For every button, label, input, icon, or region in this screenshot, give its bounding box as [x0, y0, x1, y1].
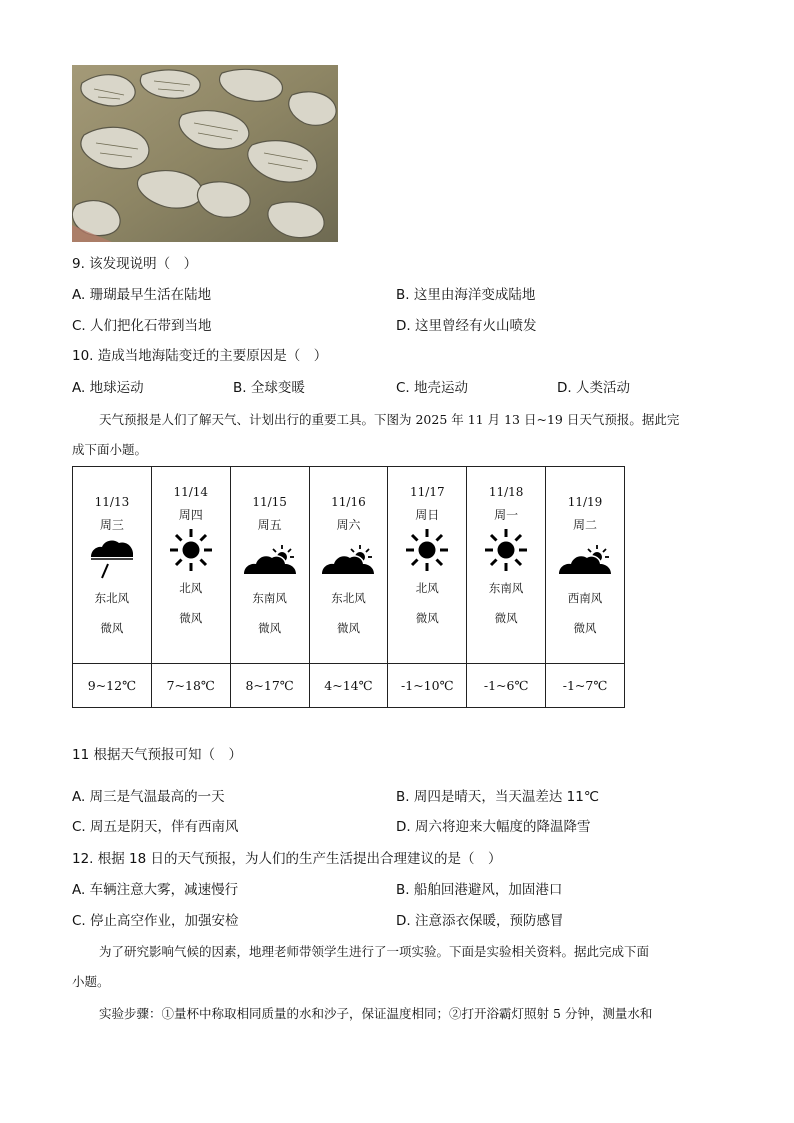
forecast-date: 11/16 — [331, 495, 366, 509]
question-11-stem: 11 根据天气预报可知（ ） — [72, 747, 242, 763]
question-9-option-a[interactable]: A. 珊瑚最早生活在陆地 — [72, 287, 212, 303]
weather-intro-line-2: 成下面小题。 — [72, 442, 148, 457]
forecast-date: 11/15 — [252, 495, 287, 509]
forecast-wind-level: 微风 — [573, 621, 597, 635]
experiment-intro-line-1: 为了研究影响气候的因素，地理老师带领学生进行了一项实验。下面是实验相关资料。据此完成下面 — [99, 944, 650, 959]
forecast-day-1 — [73, 467, 152, 664]
question-12-option-c[interactable]: C. 停止高空作业，加强安检 — [72, 913, 239, 929]
partly-cloudy-icon — [242, 537, 298, 583]
forecast-wind-level: 微风 — [415, 611, 439, 625]
question-12-option-d[interactable]: D. 注意添衣保暖，预防感冒 — [396, 913, 564, 929]
forecast-weekday: 周二 — [573, 518, 598, 532]
forecast-weekday: 周一 — [494, 508, 519, 522]
forecast-temperature: -1~10℃ — [388, 664, 467, 708]
forecast-day-5 — [388, 467, 467, 664]
forecast-weekday: 周三 — [99, 518, 124, 532]
question-11-option-d[interactable]: D. 周六将迎来大幅度的降温降雪 — [396, 819, 591, 835]
sun-icon — [168, 527, 214, 573]
forecast-temperature: 4~14℃ — [309, 664, 388, 708]
forecast-wind-level: 微风 — [179, 611, 203, 625]
forecast-wind-level: 微风 — [494, 611, 518, 625]
forecast-day-3 — [230, 467, 309, 664]
forecast-date: 11/14 — [173, 485, 209, 499]
forecast-temperature: 8~17℃ — [230, 664, 309, 708]
forecast-temperature: -1~6℃ — [467, 664, 546, 708]
forecast-weekday: 周四 — [178, 508, 203, 522]
forecast-wind-direction: 西南风 — [567, 591, 603, 605]
forecast-wind-level: 微风 — [258, 621, 282, 635]
forecast-wind-direction: 东北风 — [331, 591, 366, 605]
weather-intro-line-1: 天气预报是人们了解天气、计划出行的重要工具。下图为 2025 年 11 月 13 日~19 日天气预报。据此完 — [99, 412, 680, 427]
forecast-day-7 — [546, 467, 625, 664]
forecast-wind-direction: 北风 — [415, 581, 439, 595]
question-10-option-c[interactable]: C. 地壳运动 — [396, 380, 469, 396]
weather-forecast-table — [72, 466, 625, 708]
question-12-stem: 12. 根据 18 日的天气预报，为人们的生产生活提出合理建议的是（ ） — [72, 851, 502, 867]
question-11-option-a[interactable]: A. 周三是气温最高的一天 — [72, 789, 225, 805]
cloud-rain-icon — [89, 537, 135, 583]
question-9-option-c[interactable]: C. 人们把化石带到当地 — [72, 318, 212, 334]
forecast-day-2 — [151, 467, 230, 664]
question-10-option-d[interactable]: D. 人类活动 — [557, 380, 630, 396]
question-9-option-d[interactable]: D. 这里曾经有火山喷发 — [396, 318, 537, 334]
question-11-option-b[interactable]: B. 周四是晴天，当天温差达 11℃ — [396, 789, 599, 805]
forecast-day-6 — [467, 467, 546, 664]
question-9-option-b[interactable]: B. 这里由海洋变成陆地 — [396, 287, 536, 303]
forecast-weekday: 周五 — [257, 518, 282, 532]
question-11-option-c[interactable]: C. 周五是阴天，伴有西南风 — [72, 819, 239, 835]
forecast-temperature: -1~7℃ — [546, 664, 625, 708]
forecast-day-4 — [309, 467, 388, 664]
forecast-wind-direction: 东南风 — [252, 591, 287, 605]
experiment-steps-line: 实验步骤：①量杯中称取相同质量的水和沙子，保证温度相同；②打开浴霸灯照射 5 分钟，测量水和 — [99, 1006, 653, 1021]
partly-cloudy-icon — [557, 537, 613, 583]
forecast-date: 11/13 — [94, 495, 130, 509]
sun-icon — [483, 527, 529, 573]
forecast-wind-level: 微风 — [100, 621, 124, 635]
question-9-stem: 9. 该发现说明（ ） — [72, 256, 198, 272]
forecast-date: 11/17 — [410, 485, 445, 499]
forecast-wind-direction: 东北风 — [94, 591, 130, 605]
forecast-weekday: 周日 — [415, 508, 440, 522]
forecast-temperature: 7~18℃ — [151, 664, 230, 708]
sun-icon — [404, 527, 450, 573]
fossil-photo — [72, 65, 338, 242]
forecast-wind-level: 微风 — [336, 621, 360, 635]
forecast-weekday: 周六 — [336, 518, 361, 532]
question-10-option-a[interactable]: A. 地球运动 — [72, 380, 144, 396]
experiment-intro-line-2: 小题。 — [72, 974, 110, 989]
forecast-date: 11/18 — [488, 485, 524, 499]
forecast-wind-direction: 东南风 — [488, 581, 524, 595]
forecast-date: 11/19 — [567, 495, 603, 509]
question-12-option-b[interactable]: B. 船舶回港避风，加固港口 — [396, 882, 563, 898]
question-12-option-a[interactable]: A. 车辆注意大雾，减速慢行 — [72, 882, 239, 898]
question-10-option-b[interactable]: B. 全球变暖 — [233, 380, 305, 396]
forecast-temperature: 9~12℃ — [73, 664, 152, 708]
partly-cloudy-icon — [320, 537, 376, 583]
question-10-stem: 10. 造成当地海陆变迁的主要原因是（ ） — [72, 348, 328, 364]
forecast-wind-direction: 北风 — [179, 581, 203, 595]
